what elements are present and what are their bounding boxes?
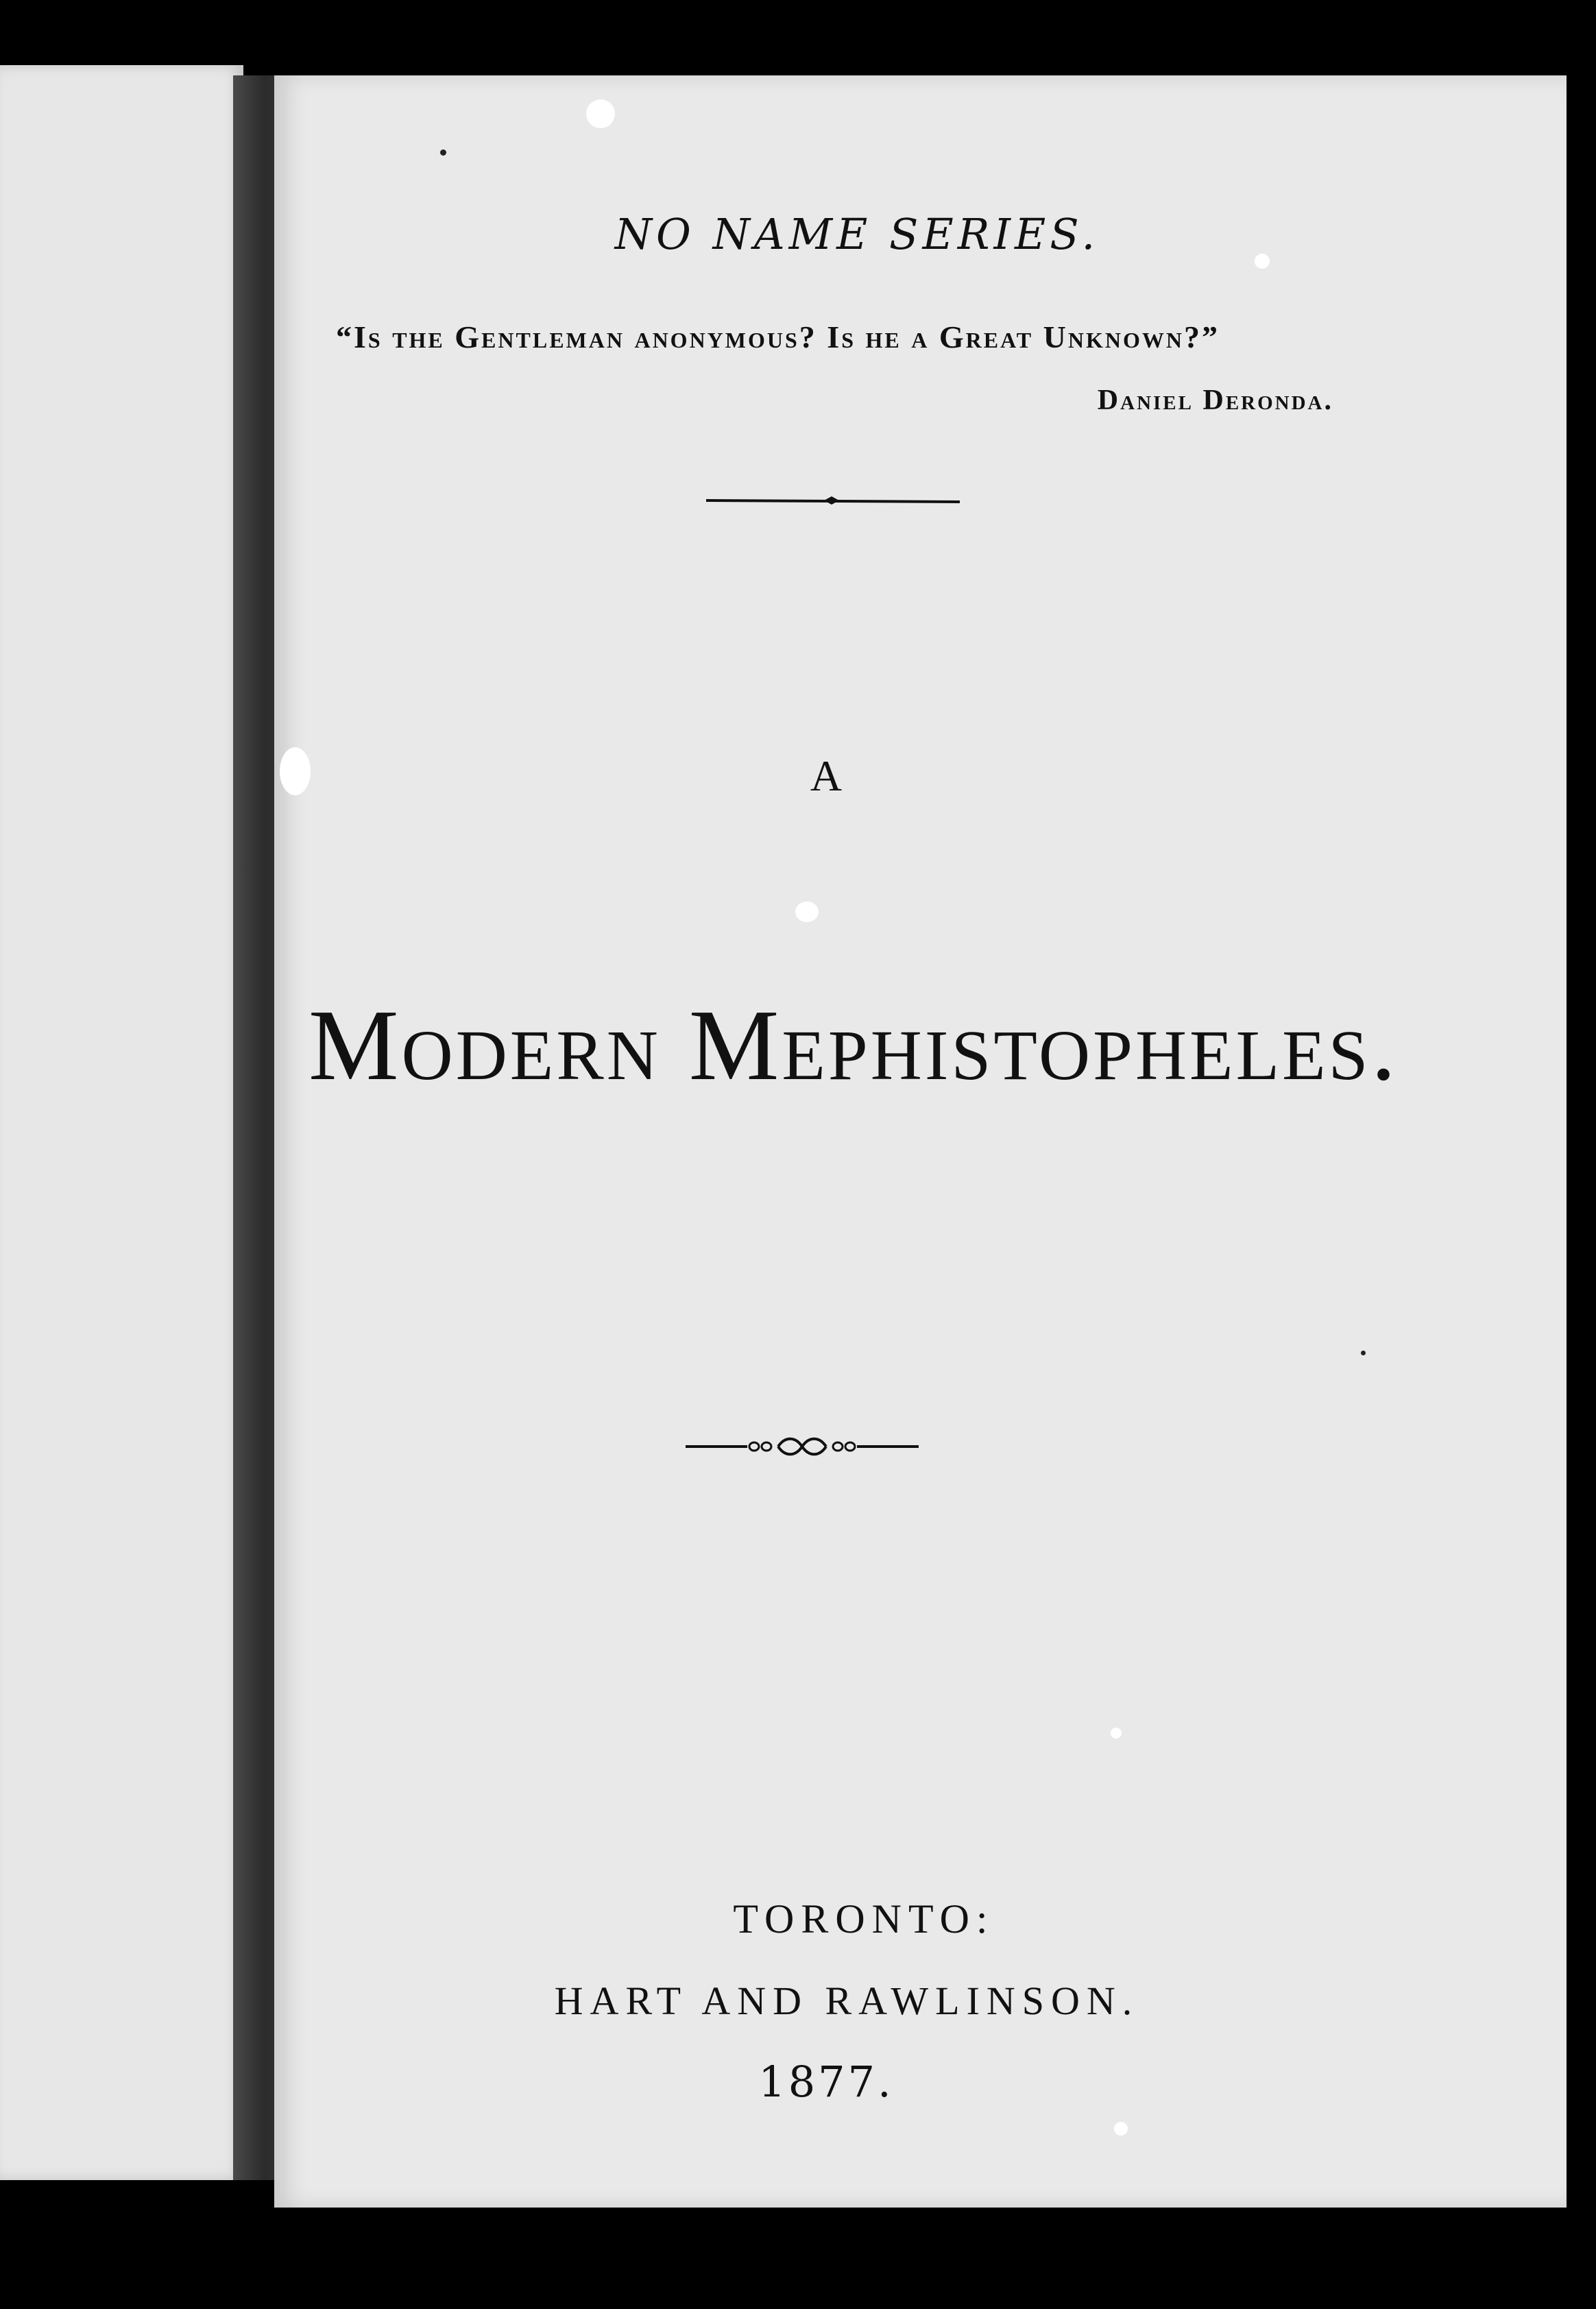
title-page <box>274 75 1567 2208</box>
paper-speck <box>1114 2122 1128 2136</box>
series-title: NO NAME SERIES. <box>614 209 1100 259</box>
epigraph-attribution: Daniel Deronda. <box>1097 385 1333 416</box>
ink-dot <box>440 149 446 156</box>
paper-speck <box>795 902 819 922</box>
paper-speck <box>586 99 615 128</box>
book-title: Modern Mephistopheles. <box>309 989 1399 1102</box>
ink-dot <box>1361 1351 1366 1355</box>
epigraph-quote: “Is the Gentleman anonymous? Is he a Great Unknown?” <box>336 319 1220 354</box>
divider-rule <box>706 494 960 507</box>
ornamental-divider <box>686 1429 919 1464</box>
title-article: A <box>810 751 843 800</box>
imprint-year: 1877. <box>758 2057 894 2107</box>
left-page <box>0 65 243 2180</box>
paper-speck <box>1111 1728 1122 1739</box>
imprint-place: TORONTO: <box>733 1896 995 1942</box>
imprint-publisher: HART AND RAWLINSON. <box>554 1979 1139 2023</box>
